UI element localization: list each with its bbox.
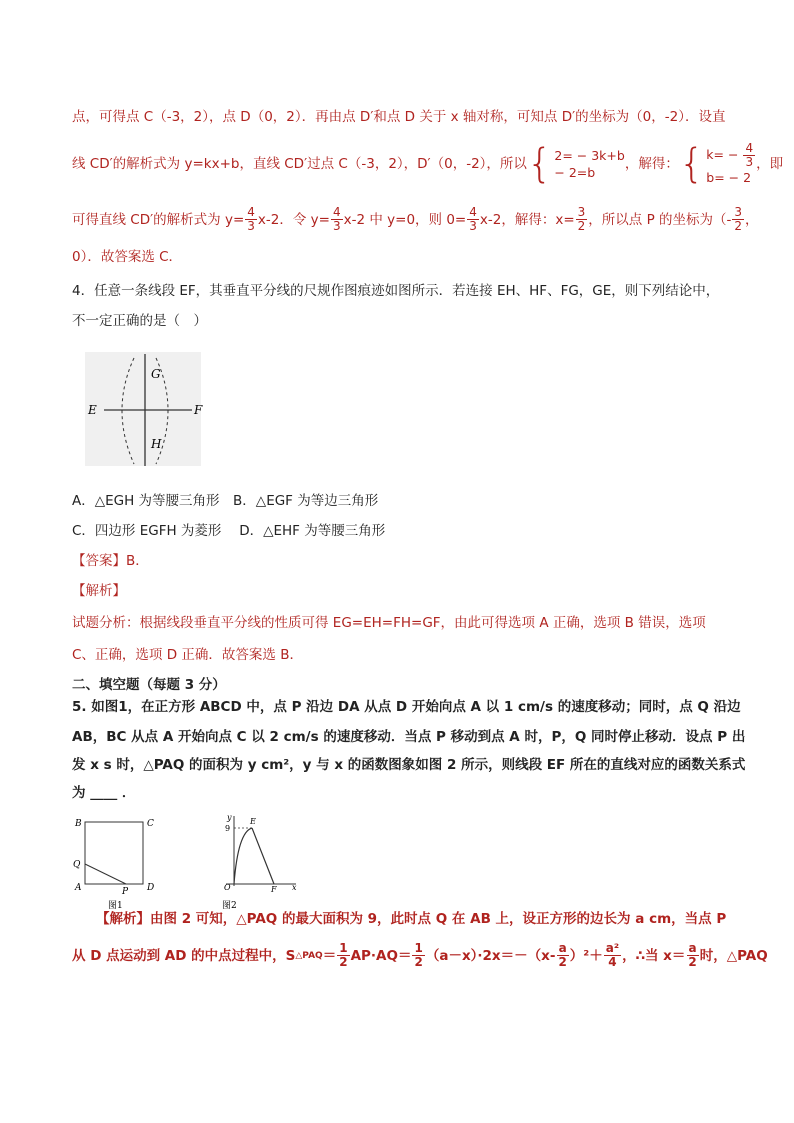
question-5-line-2: AB，BC 从点 A 开始向点 C 以 2 cm/s 的速度移动．当点 P 移动到点 A 时，P，Q 同时停止移动．设点 P 出 [72, 729, 746, 745]
analysis-line-1: 试题分析：根据线段垂直平分线的性质可得 EG=EH=FH=GF，由此可得选项 A 正确，选项 B 错误，选项 [72, 615, 706, 631]
label-q: Q [73, 860, 81, 870]
option-a-b: A．△EGH 为等腰三角形 B．△EGF 为等边三角形 [72, 493, 379, 509]
question-4-stem-1: 4．任意一条线段 EF，其垂直平分线的尺规作图痕迹如图所示．若连接 EH、HF、FG，GE，则下列结论中， [72, 283, 720, 299]
figure-2-caption: 图2 [222, 901, 237, 911]
label-d: D [147, 883, 155, 893]
fraction-1-2: $\frac{1}{2}$ [414, 941, 423, 969]
system-1-row-1: 2= − 3k+b [554, 148, 625, 163]
label-f: F [194, 403, 203, 417]
analysis-line-2: C、正确，选项 D 正确．故答案选 B． [72, 647, 303, 663]
equation-system-1 [526, 141, 625, 187]
fraction-3-2: $\frac{3}{2}$ [577, 205, 586, 233]
label-e-graph: E [250, 817, 256, 826]
label-b: B [75, 819, 82, 829]
question-5-line-3: 发 x s 时，△PAQ 的面积为 y cm²，y 与 x 的函数图象如图 2 所示，则线段 EF 所在的直线对应的函数关系式 [72, 757, 746, 773]
label-e: E [88, 403, 97, 417]
solution-line-2-c: ，即 [756, 156, 784, 172]
question-4-figure [82, 350, 222, 470]
solution-line-2 [72, 142, 783, 186]
label-c: C [147, 819, 154, 829]
answer: 【答案】B． [72, 553, 149, 569]
question-5-line-4: 为 ____ ． [72, 785, 136, 801]
segment-qp [85, 864, 126, 884]
figure-2-graph [212, 812, 312, 912]
fraction-4-3: $\frac{4}{3}$ [247, 205, 255, 233]
q5-solution-line-2: 从 D 点运动到 AD 的中点过程中，S △PAQ ＝ $\frac{1}{2}$ AP·AQ＝ $\frac{1}{2}$ （a－x）·2x＝－（x- $\frac{a}{2}$ ）²＋ $\frac{\text{a²}}{4}$ ，∴当 x＝ $\frac{a}{2}$ 时，△PAQ [72, 941, 768, 969]
analysis-heading: 【解析】 [72, 583, 126, 599]
figure-1-square [70, 812, 170, 912]
label-x: x [292, 883, 297, 892]
label-y: y [227, 813, 232, 822]
solution-line-2-a: 线 CD′的解析式为 y=kx+b，直线 CD′过点 C（-3，2），D′（0，-2），所以 [72, 156, 527, 172]
equation-system-2 [679, 142, 756, 186]
figure-1-caption: 图1 [108, 901, 123, 911]
brace-icon: { [678, 141, 705, 187]
label-a: A [75, 883, 82, 893]
fraction-3-2: $\frac{3}{2}$ [734, 205, 743, 233]
system-1-row-2: − 2=b [554, 165, 596, 180]
segment-ef-graph [252, 828, 274, 884]
label-nine: 9 [225, 824, 231, 833]
label-g: G [151, 367, 161, 381]
question-4-stem-2: 不一定正确的是（ ） [72, 313, 207, 329]
label-o: O [224, 883, 231, 892]
brace-icon: { [526, 141, 553, 187]
system-2-row-1: k= − $\frac{4}{3}$ [706, 141, 754, 169]
fraction-1-2: $\frac{1}{2}$ [339, 941, 348, 969]
solution-line-1: 点，可得点 C（-3，2），点 D（0，2）．再由点 D′和点 D 关于 x 轴对称，可知点 D′的坐标为（0，-2）．设直 [72, 109, 726, 125]
q5-solution-line-1: 【解析】由图 2 可知，△PAQ 的最大面积为 9，此时点 Q 在 AB 上，设正方形的边长为 a cm，当点 P [96, 911, 727, 927]
fraction-a-2: $\frac{a}{2}$ [558, 941, 567, 969]
label-p: P [122, 887, 129, 897]
solution-line-2-b: ，解得： [624, 156, 679, 172]
question-5-line-1: 5. 如图1，在正方形 ABCD 中，点 P 沿边 DA 从点 D 开始向点 A 以 1 cm/s 的速度移动；同时，点 Q 沿边 [72, 699, 741, 715]
fraction-a2-4: $\frac{\text{a²}}{4}$ [605, 941, 620, 969]
fraction-a-2: $\frac{a}{2}$ [688, 941, 697, 969]
section-heading-fill-blank: 二、填空题（每题 3 分） [72, 677, 226, 693]
label-f-graph: F [271, 885, 277, 894]
label-h: H [151, 437, 162, 451]
solution-line-3: 可得直线 CD′的解析式为 y= $\frac{4}{3}$ x-2．令 y= $\frac{4}{3}$ x-2 中 y=0，则 0= $\frac{4}{3}$ x-2，解得：x= $\frac{3}{2}$ ，所以点 P 的坐标为（- $\frac{3}{2}$ ， [72, 205, 759, 233]
fraction-4-3: $\frac{4}{3}$ [469, 205, 477, 233]
solution-line-4: 0）．故答案选 C． [72, 249, 183, 265]
fraction-4-3: $\frac{4}{3}$ [332, 205, 341, 233]
system-2-row-2: b= − 2 [706, 170, 752, 185]
curve-oe [234, 828, 252, 884]
square-abcd [85, 822, 143, 884]
option-c-d: C．四边形 EGFH 为菱形 D．△EHF 为等腰三角形 [72, 523, 386, 539]
